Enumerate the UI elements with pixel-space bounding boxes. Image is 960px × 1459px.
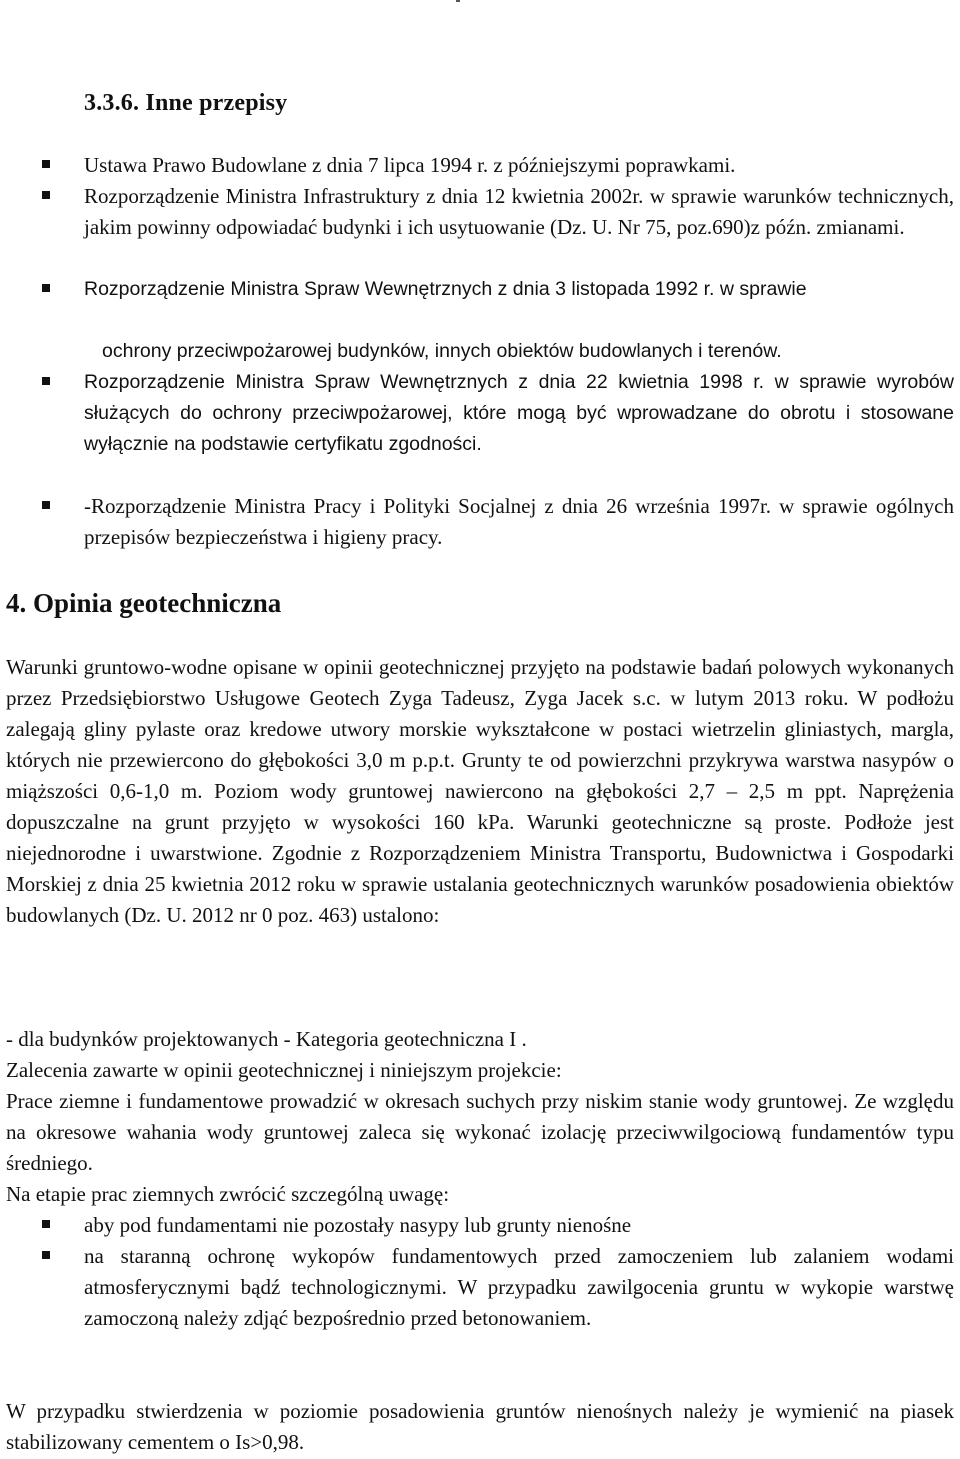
category-line: - dla budynków projektowanych - Kategoria geotechniczna I . xyxy=(6,1027,527,1051)
list-item: Rozporządzenie Ministra Spraw Wewnętrznych z dnia 22 kwietnia 1998 r. w sprawie wyrobów służących do ochrony przeciwpożarowej, które mogą być wprowadzane do obrotu i stosowane wyłącznie na podstawie certyfikatu zgodności. xyxy=(40,367,954,491)
list-item: Rozporządzenie Ministra Infrastruktury z dnia 12 kwietnia 2002r. w sprawie warunków technicznych, jakim powinny odpowiadać budynki i ich usytuowanie (Dz. U. Nr 75, poz.690)z późn. zmianami. xyxy=(40,181,954,274)
square-bullet-icon xyxy=(42,501,50,509)
replacement-paragraph: W przypadku stwierdzenia w poziomie posadowienia gruntów nienośnych należy je wymienić na piasek stabilizowany cementem o Is>0,98. xyxy=(6,1399,954,1454)
list-item: na staranną ochronę wykopów fundamentowych przed zamoczeniem lub zalaniem wodami atmosferycznymi bądź technologicznymi. W przypadku zawilgocenia gruntu w wykopie warstwę zamoczoną należy zdjąć bezpośrednio przed betonowaniem. xyxy=(40,1241,954,1365)
subsection-heading: 3.3.6. Inne przepisy xyxy=(84,90,288,116)
list-item: Ustawa Prawo Budowlane z dnia 7 lipca 1994 r. z późniejszymi poprawkami. xyxy=(40,150,954,181)
square-bullet-icon xyxy=(42,377,50,385)
square-bullet-icon xyxy=(42,191,50,199)
recommendations-line: Zalecenia zawarte w opinii geotechnicznej i niniejszym projekcie: xyxy=(6,1058,562,1082)
list-item: aby pod fundamentami nie pozostały nasypy lub grunty nienośne xyxy=(40,1210,954,1241)
list-item: -Rozporządzenie Ministra Pracy i Polityki Socjalnej z dnia 26 września 1997r. w sprawie ogólnych przepisów bezpieczeństwa i higieny pracy. xyxy=(40,491,954,553)
attention-line: Na etapie prac ziemnych zwrócić szczególną uwagę: xyxy=(6,1182,450,1206)
earthworks-paragraph: Prace ziemne i fundamentowe prowadzić w okresach suchych przy niskim stanie wody gruntowej. Ze względu na okresowe wahania wody gruntowej zaleca się wykonać izolację przeciwwilgociową fundamentów typu średniego. xyxy=(6,1089,954,1175)
square-bullet-icon xyxy=(42,160,50,168)
square-bullet-icon xyxy=(42,1251,50,1259)
square-bullet-icon xyxy=(42,1220,50,1228)
geotech-paragraph: Warunki gruntowo-wodne opisane w opinii geotechnicznej przyjęto na podstawie badań polowych wykonanych przez Przedsiębiorstwo Usługowe Geotech Zyga Tadeusz, Zyga Jacek s.c. w lutym 2013 roku. W podłożu zalegają gliny pylaste oraz kredowe utwory morskie wykształcone w postaci wietrzelin gliniastych, margla, których nie przewiercono do głębokości 3,0 m p.p.t. Grunty te od powierzchni przykrywa warstwa nasypów o miąższości 0,6-1,0 m. Poziom wody gruntowej nawiercono na głębokości 2,7 – 2,5 m ppt. Naprężenia dopuszczalne na grunt przyjęto w wysokości 160 kPa. Warunki geotechniczne są proste. Podłoże jest niejednorodne i uwarstwione. Zgodnie z Rozporządzeniem Ministra Transportu, Budownictwa i Gospodarki Morskiej z dnia 25 kwietnia 2012 roku w sprawie ustalania geotechnicznych warunków posadowienia obiektów budowlanych (Dz. U. 2012 nr 0 poz. 463) ustalono: xyxy=(6,655,954,927)
square-bullet-icon xyxy=(42,284,50,292)
regulations-list xyxy=(40,150,954,553)
attention-list xyxy=(40,1210,954,1365)
list-item-continuation: ochrony przeciwpożarowej budynków, innych obiektów budowlanych i terenów. xyxy=(102,340,782,362)
section-heading: 4. Opinia geotechniczna xyxy=(6,588,282,618)
list-item: Rozporządzenie Ministra Spraw Wewnętrznych z dnia 3 listopada 1992 r. w sprawie xyxy=(40,274,954,336)
page-edge-mark xyxy=(456,0,460,2)
